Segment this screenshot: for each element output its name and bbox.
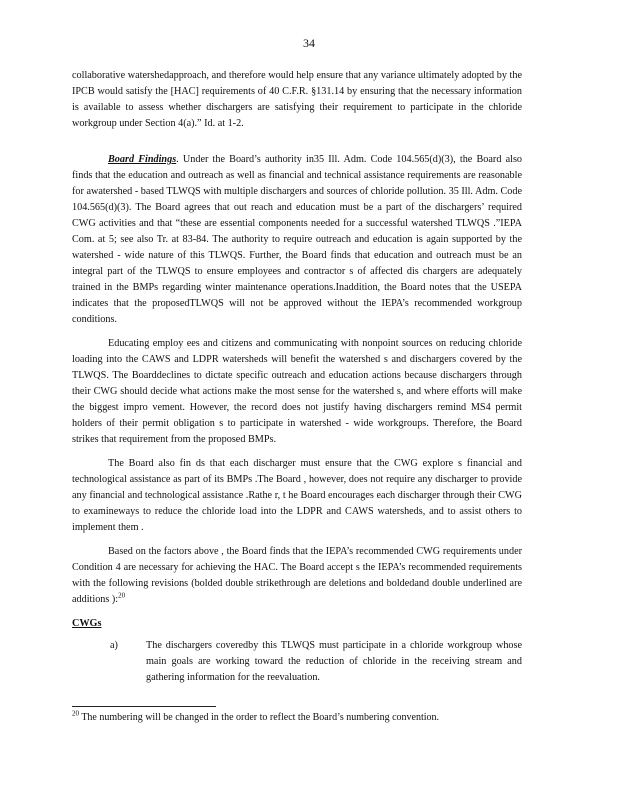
body-text bbox=[72, 68, 522, 686]
paragraph-2 bbox=[72, 152, 522, 328]
paragraph-5-text: Based on the factors above , the Board finds that the IEPA’s recommended CWG requirements under Condition 4 are necessary for achieving the HAC. The Board accept s the IEPA’s recommended requirements with the following revisions (bolded double strikethrough are deletions and boldedand double underlined are additions ): bbox=[72, 546, 522, 605]
page-number: 34 bbox=[303, 36, 315, 50]
list-item-text: The dischargers coveredby this TLWQS must participate in a chloride workgroup whose main goals are working toward the reduction of chloride in the receiving stream and gathering information for the reevaluation. bbox=[146, 640, 522, 683]
paragraph-2-text: . Under the Board’s authority in35 Ill. Adm. Code 104.565(d)(3), the Board also finds that the education and outreach as well as financial and technical assistance requirements are reasonable for awatershed - based TLWQS with multiple dischargers and sources of chloride pollution. 35 Ill. Adm. Code 104.565(d)(3). The Board agrees that out reach and education must be a part of the dischargers’ required CWG activities and that “these are essential components needed for a successful watershed TLWQS .”IEPA Com. at 5; see also Tr. at 83-84. The authority to require outreach and education is again supported by the watershed - wide nature of this TLWQS. Further, the Board finds that education and outreach must be an integral part of the TLWQS to ensure employees and contractor s of affected dis chargers are adequately trained in the BMPs regarding winter maintenance operations.Inaddition, the Board notes that the USEPA indicates that the proposedTLWQS will not be approved without the IEPA’s recommended workgroup conditions. bbox=[72, 154, 523, 325]
cwgs-heading: CWGs bbox=[72, 618, 102, 629]
paragraph-4: The Board also fin ds that each discharger must ensure that the CWG explore s financial and technological assistance as part of its BMPs .The Board , however, does not require any discharger to provide any financial and technological assistance .Rathe r, t he Board encourages each discharger through their CWG to examineways to reduce the chloride load into the LDPR and CAWS watersheds, and to assist others to implement them . bbox=[72, 458, 522, 533]
board-findings-heading: Board Findings bbox=[108, 154, 177, 165]
list-item bbox=[72, 638, 522, 686]
list-item-label: a) bbox=[110, 640, 118, 651]
footnote bbox=[72, 711, 522, 725]
footnote-text: The numbering will be changed in the order to reflect the Board’s numbering convention. bbox=[81, 712, 439, 723]
footnote-divider bbox=[72, 706, 216, 707]
paragraph-5 bbox=[72, 544, 522, 608]
paragraph-1: collaborative watershedapproach, and therefore would help ensure that any variance ultimately adopted by the IPCB would satisfy the [HAC] requirements of 40 C.F.R. §131.14 by ensuring that the necessary information is available to assess whether dischargers are satisfying their requirement to participate in the chloride workgroup under Section 4(a).” Id. at 1-2. bbox=[72, 70, 522, 129]
footnote-reference: 20 bbox=[118, 591, 126, 600]
paragraph-3: Educating employ ees and citizens and communicating with nonpoint sources on reducing chloride loading into the CAWS and LDPR watersheds will benefit the watershed s and dischargers covered by the TLWQS. The Boarddeclines to dictate specific outreach and education actions because dischargers through their CWG should decide what actions make the most sense for the watershed s, and where efforts will make the biggest impro vement. However, the record does not justify having dischargers remind MS4 permit holders of their permit obligation s to participate in watershed - wide workgroups. Therefore, the Board strikes that requirement from the proposed BMPs. bbox=[72, 338, 522, 445]
footnote-number: 20 bbox=[72, 709, 79, 718]
section-heading bbox=[72, 616, 522, 632]
